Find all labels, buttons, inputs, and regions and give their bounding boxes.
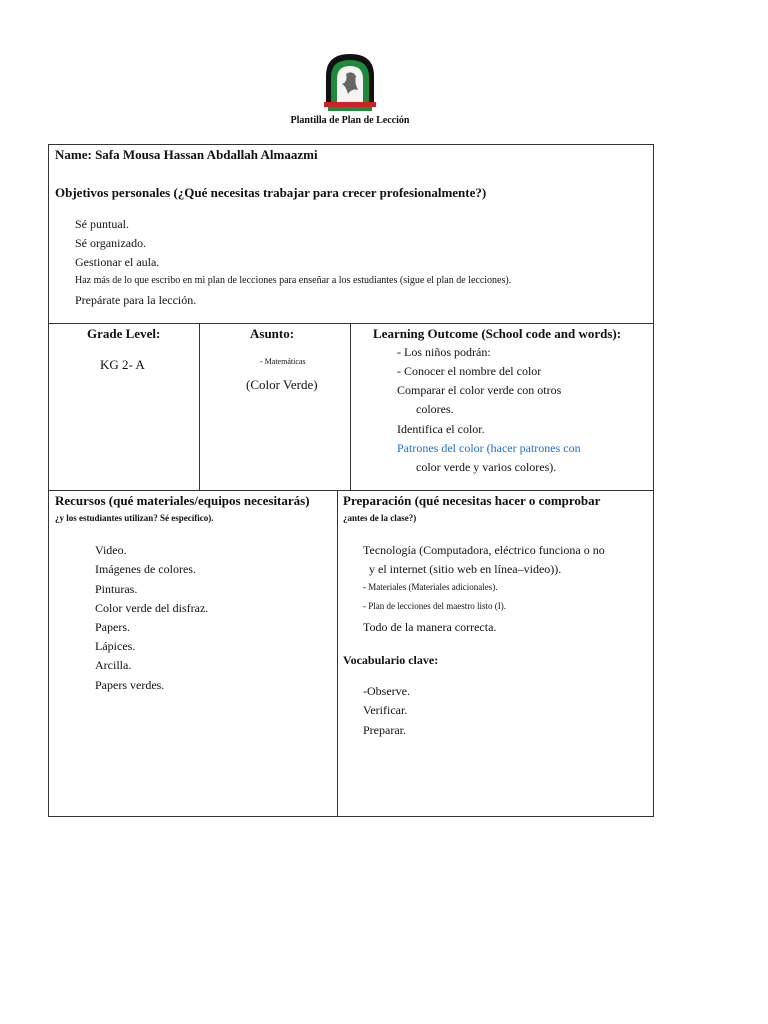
preparation-plan: - Plan de lecciones del maestro listo (I).: [363, 601, 506, 611]
resources-heading: Recursos (qué materiales/equipos necesitarás): [55, 493, 310, 508]
outcome-line: - Conocer el nombre del color: [397, 364, 542, 378]
goal-item: Gestionar el aula.: [75, 255, 160, 269]
resource-item: Imágenes de colores.: [95, 562, 196, 576]
preparation-subheading: ¿antes de la clase?): [343, 513, 417, 523]
resource-item: Papers.: [95, 620, 130, 634]
outcome-line: - Los niños podrán:: [397, 345, 491, 359]
outcome-line: color verde y varios colores).: [416, 460, 557, 474]
preparation-materials: - Materiales (Materiales adicionales).: [363, 582, 498, 592]
subject-bullet: - Matemáticas: [260, 357, 306, 366]
resources-subheading: ¿y los estudiantes utilizan? Sé específico).: [55, 513, 214, 523]
outcome-line: colores.: [416, 402, 454, 416]
vocabulary-item: Verificar.: [363, 703, 408, 717]
outcome-line: Comparar el color verde con otros: [397, 383, 562, 397]
outcome-line: Identifica el color.: [397, 422, 485, 436]
grade-heading: Grade Level:: [87, 326, 161, 341]
vocabulary-item: -Observe.: [363, 684, 410, 698]
resource-item: Papers verdes.: [95, 678, 165, 692]
resource-item: Color verde del disfraz.: [95, 601, 209, 615]
resource-item: Video.: [95, 543, 127, 557]
subject-heading: Asunto:: [250, 326, 295, 341]
vocabulary-heading: Vocabulario clave:: [343, 653, 439, 667]
lesson-info-section: [48, 323, 654, 491]
school-logo: [322, 52, 378, 114]
preparation-heading: Preparación (qué necesitas hacer o comprobar: [343, 493, 601, 508]
preparation-tech: Tecnología (Computadora, eléctrico funciona o no: [363, 543, 605, 557]
goal-item: Haz más de lo que escribo en mi plan de lecciones para enseñar a los estudiantes (sigue el plan de lecciones).: [75, 275, 512, 286]
resource-item: Pinturas.: [95, 582, 138, 596]
teacher-name: Name: Safa Mousa Hassan Abdallah Almaazmi: [55, 147, 318, 162]
preparation-correct: Todo de la manera correcta.: [363, 620, 497, 634]
goal-item: Sé organizado.: [75, 236, 147, 250]
document-title: Plantilla de Plan de Lección: [290, 115, 410, 126]
outcome-heading: Learning Outcome (School code and words):: [373, 326, 622, 341]
subject-value: (Color Verde): [246, 377, 318, 392]
goals-heading: Objetivos personales (¿Qué necesitas trabajar para crecer profesionalmente?): [55, 185, 487, 200]
goal-item: Prepárate para la lección.: [75, 293, 197, 307]
outcome-line-highlight: Patrones del color (hacer patrones con: [397, 441, 581, 455]
resource-item: Arcilla.: [95, 658, 132, 672]
resource-item: Lápices.: [95, 639, 136, 653]
grade-value: KG 2- A: [100, 357, 145, 372]
goal-item: Sé puntual.: [75, 217, 129, 231]
preparation-tech-cont: y el internet (sitio web en línea–video)).: [369, 562, 562, 576]
vocabulary-item: Preparar.: [363, 723, 406, 737]
